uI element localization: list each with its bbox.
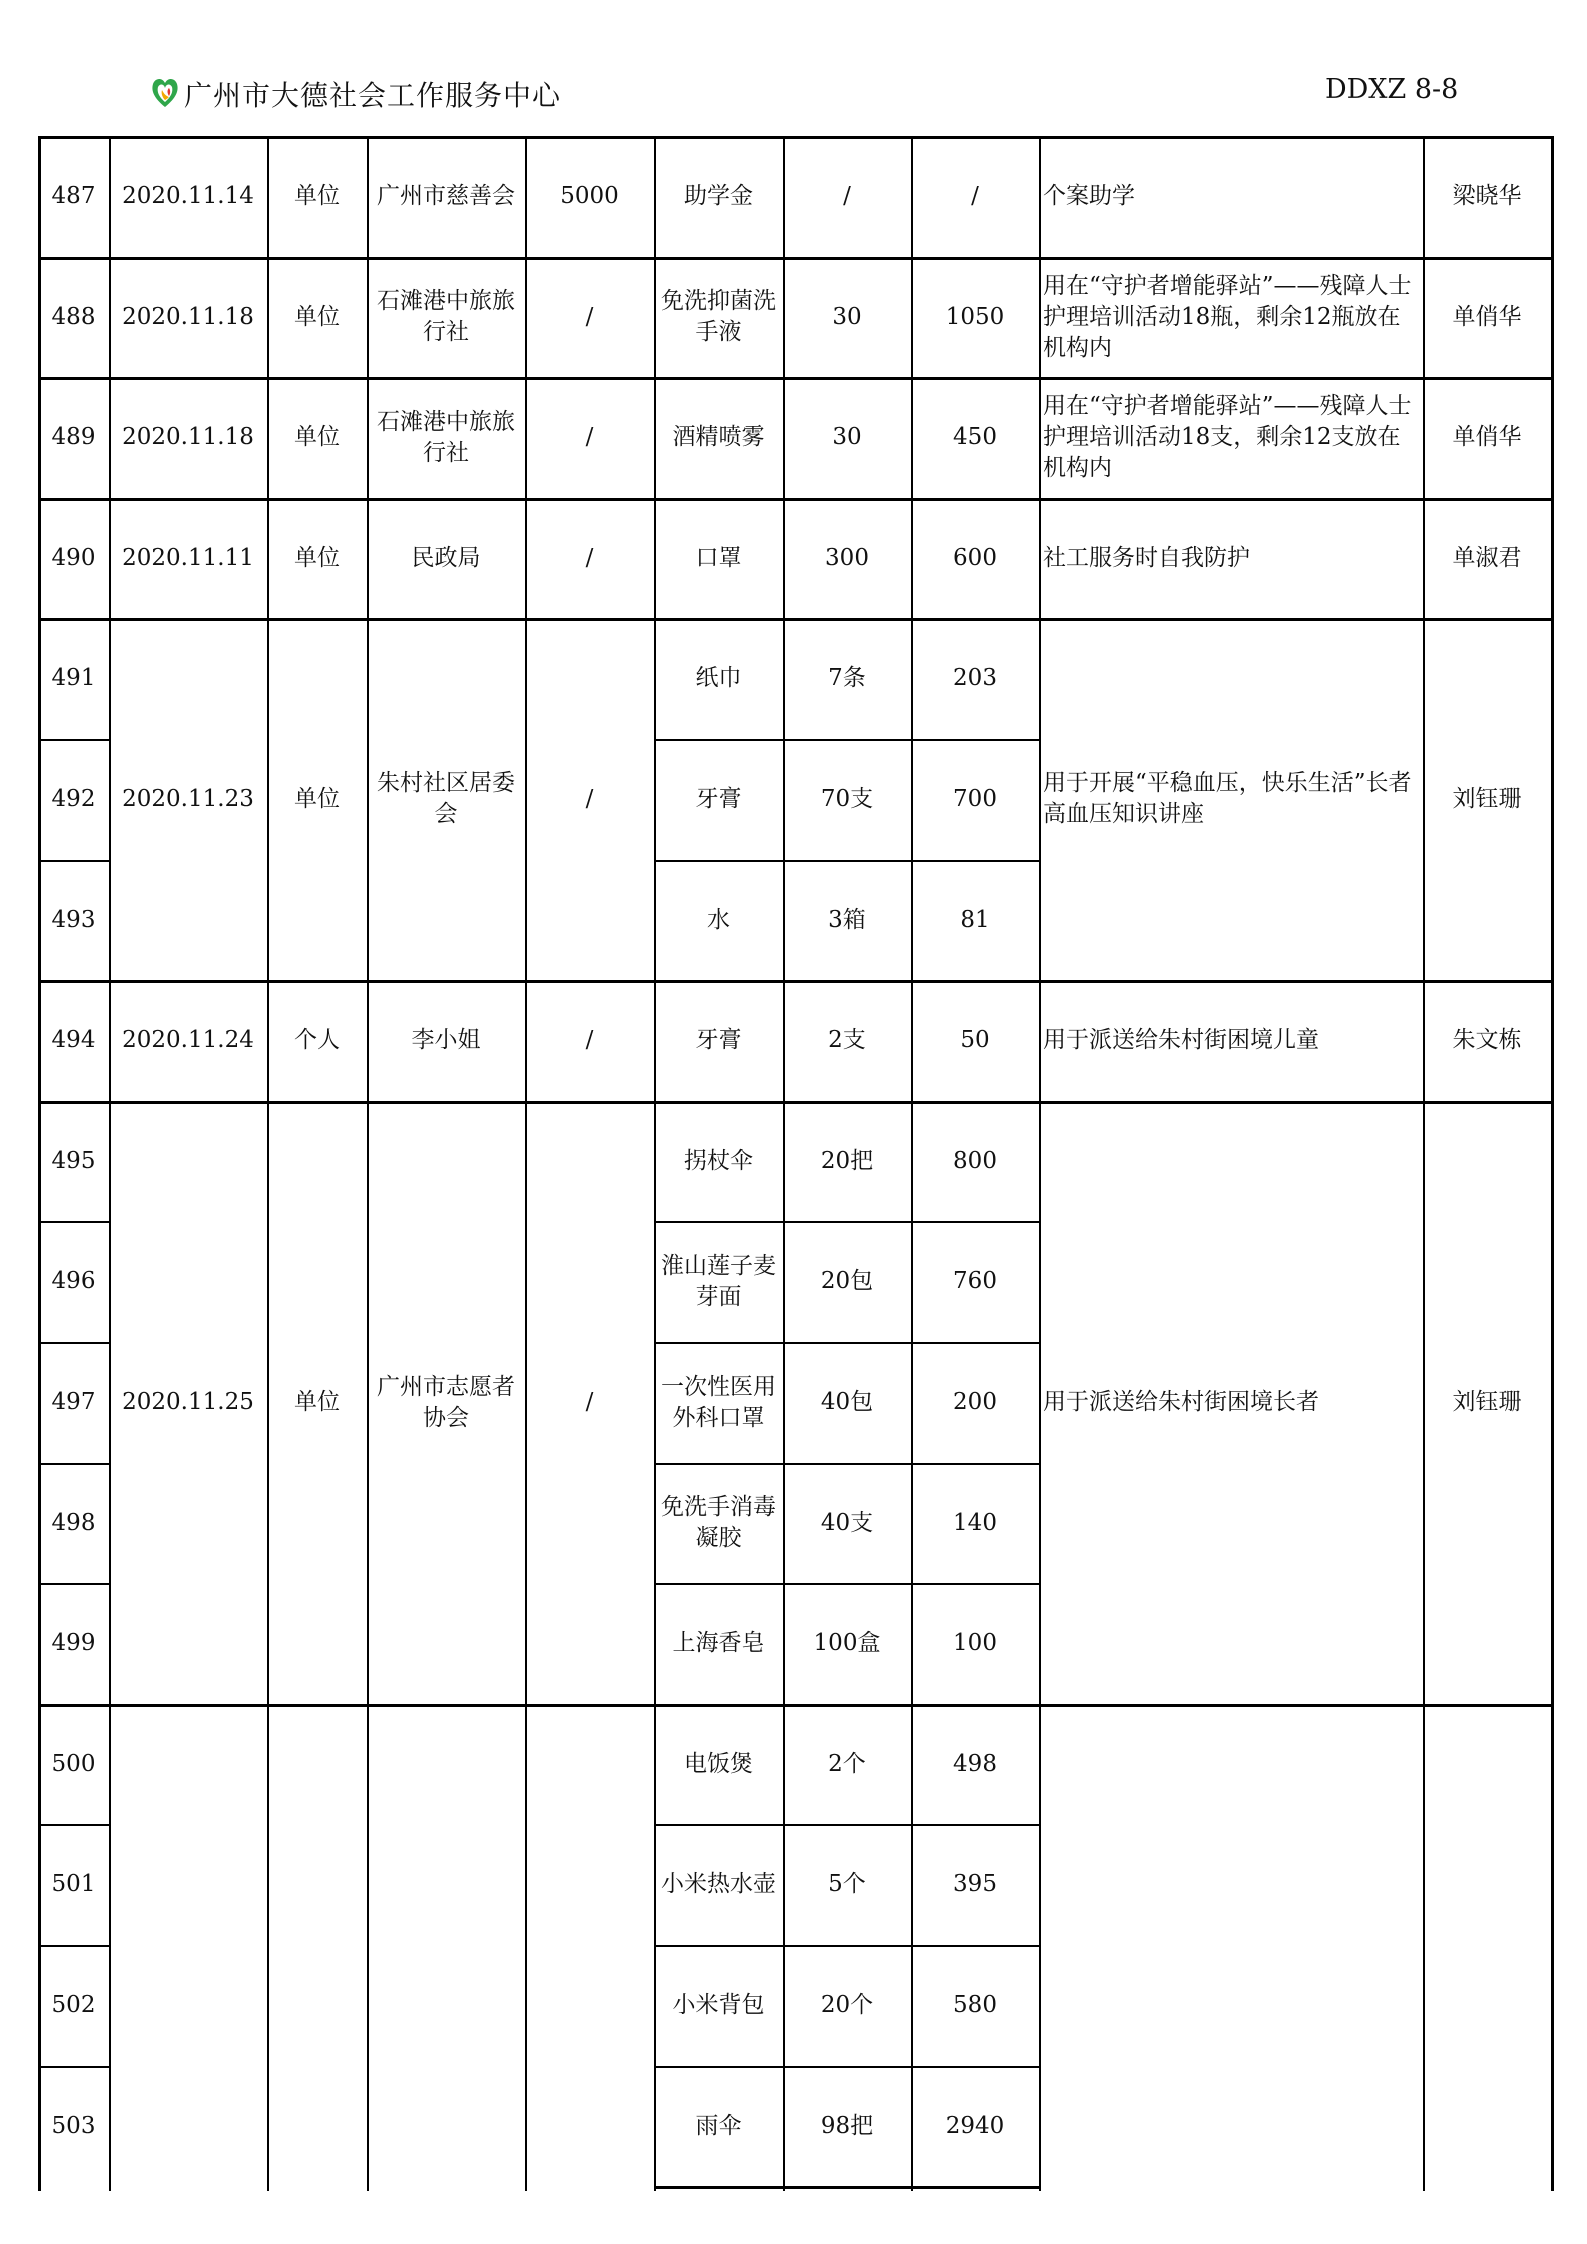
item-quantity: 30 [832,424,862,450]
column-line [1423,136,1425,2191]
item-quantity: 2个 [828,1750,866,1777]
item-quantity: 70支 [820,786,874,812]
bottom-border [654,2186,1040,2189]
donation-amount: / [585,303,594,330]
donor-name: 石滩港中旅旅行社 [377,408,515,466]
donation-amount: / [585,1389,594,1415]
item-quantity: 300 [825,544,869,571]
donor-name: 李小姐 [411,1027,481,1053]
donor-type [267,1704,367,2186]
donor-type: 单位 [294,303,340,330]
item-quantity: 100盒 [813,1630,881,1656]
row-number: 496 [51,1268,96,1294]
handler-name: 单淑君 [1452,544,1522,571]
donation-amount: 5000 [560,183,619,209]
donor-type: 单位 [294,424,340,450]
row-number: 489 [51,424,96,450]
item-value: 580 [953,1992,997,2018]
column-line [38,136,41,2191]
row-number: 503 [51,2112,96,2139]
row-number: 494 [51,1027,96,1053]
donation-purpose: 用在“守护者增能驿站”——残障人士护理培训活动18瓶，剩余12瓶放在机构内 [1043,272,1412,361]
donation-date: 2020.11.14 [122,183,254,209]
row-number: 502 [51,1992,96,2018]
donor-name [367,1704,525,2186]
donation-purpose: 个案助学 [1043,183,1135,209]
donation-date: 2020.11.23 [122,785,254,812]
item-quantity: 7条 [828,665,866,691]
item-value: 760 [953,1268,997,1294]
row-number: 487 [51,183,96,209]
column-line [1551,136,1554,2191]
donation-date: 2020.11.25 [122,1389,254,1415]
item-value: 1050 [945,303,1005,330]
donation-amount: / [585,1027,594,1053]
row-number: 490 [51,544,96,571]
item-value: 100 [953,1630,997,1656]
item-value: 140 [953,1509,997,1536]
column-line [1039,136,1041,2191]
row-number: 501 [51,1871,96,1897]
item-quantity: 20个 [820,1992,874,2018]
item-name: 电饭煲 [684,1750,753,1777]
handler-name [1423,1704,1551,2186]
item-name: 牙膏 [695,786,742,812]
column-line [267,136,269,2191]
item-name: 免洗手消毒凝胶 [661,1494,776,1551]
item-quantity: 40支 [820,1509,874,1536]
column-line [525,136,527,2191]
donation-date: 2020.11.24 [122,1027,254,1053]
organization-name: 广州市大德社会工作服务中心 [184,79,562,112]
row-number: 498 [51,1509,96,1536]
row-number: 493 [51,906,96,933]
item-quantity: 3箱 [828,906,866,933]
row-number: 492 [51,786,96,812]
donor-name: 广州市志愿者协会 [377,1373,515,1431]
donation-amount: / [585,544,594,571]
item-value: 395 [953,1871,997,1897]
donor-type: 个人 [294,1027,340,1053]
item-name: 水 [707,906,730,933]
item-value: 450 [953,424,997,450]
column-line [783,136,785,2191]
item-value: 600 [953,544,997,571]
heart-leaf-logo-icon [150,74,180,110]
item-value: 203 [953,665,997,691]
donation-date: 2020.11.18 [122,424,254,450]
donor-type: 单位 [294,785,340,812]
item-value: 2940 [945,2112,1005,2139]
item-name: 小米热水壶 [661,1871,776,1897]
item-name: 纸巾 [695,665,742,691]
column-line [911,136,913,2191]
item-name: 拐杖伞 [684,1147,753,1174]
column-line [109,136,111,2191]
donation-purpose: 社工服务时自我防护 [1043,544,1250,571]
donation-purpose: 用于开展“平稳血压，快乐生活”长者高血压知识讲座 [1043,770,1412,827]
item-name: 雨伞 [695,2112,742,2139]
donor-name: 广州市慈善会 [377,183,515,209]
row-number: 488 [51,303,96,330]
handler-name: 刘钰珊 [1452,785,1522,812]
donation-date: 2020.11.11 [122,544,254,571]
item-quantity: 2支 [828,1027,866,1053]
item-name: 免洗抑菌洗手液 [661,288,776,345]
item-name: 酒精喷雾 [672,424,765,450]
donation-amount: / [585,785,594,812]
row-number: 499 [51,1630,96,1656]
donation-date: 2020.11.18 [122,303,254,330]
donation-purpose [1039,1704,1423,2186]
item-value: 498 [953,1750,997,1777]
donation-date [109,1704,267,2186]
row-number: 500 [51,1750,96,1777]
column-line [654,136,656,2191]
item-value: 200 [953,1389,997,1415]
donation-purpose: 用于派送给朱村街困境儿童 [1043,1027,1319,1053]
handler-name: 单俏华 [1452,424,1522,450]
donation-amount [525,1704,654,2186]
donor-type: 单位 [294,544,340,571]
donor-name: 朱村社区居委会 [377,770,515,827]
donor-type: 单位 [294,183,340,209]
row-number: 491 [51,665,96,691]
column-line [367,136,369,2191]
row-number: 495 [51,1147,96,1174]
item-name: 口罩 [695,544,742,571]
donor-name: 民政局 [411,544,481,571]
item-quantity: 20把 [820,1147,874,1174]
row-number: 497 [51,1389,96,1415]
donation-purpose: 用在“守护者增能驿站”——残障人士护理培训活动18支，剩余12支放在机构内 [1043,393,1412,481]
item-name: 牙膏 [695,1027,742,1053]
item-quantity: 98把 [820,2112,874,2139]
item-value: 700 [953,786,997,812]
handler-name: 梁晓华 [1452,183,1522,209]
item-name: 一次性医用外科口罩 [661,1373,776,1431]
item-quantity: 40包 [820,1389,874,1415]
donation-purpose: 用于派送给朱村街困境长者 [1043,1389,1319,1415]
handler-name: 朱文栋 [1452,1027,1522,1053]
item-name: 上海香皂 [672,1630,765,1656]
handler-name: 刘钰珊 [1452,1389,1522,1415]
item-quantity: 30 [832,303,862,330]
item-quantity: / [843,183,851,209]
page-header [150,72,1459,112]
item-quantity: 5个 [828,1871,866,1897]
item-value: 81 [960,906,990,933]
item-quantity: 20包 [820,1268,874,1294]
handler-name: 单俏华 [1452,303,1522,330]
document-code: DDXZ 8-8 [1325,74,1459,105]
donor-type: 单位 [294,1389,340,1415]
donor-name: 石滩港中旅旅行社 [377,288,515,345]
item-value: / [971,183,979,209]
item-name: 助学金 [684,183,753,209]
item-value: 800 [953,1147,997,1174]
item-name: 淮山莲子麦芽面 [661,1252,776,1310]
item-value: 50 [960,1027,990,1053]
donation-amount: / [585,424,594,450]
item-name: 小米背包 [672,1992,765,2018]
